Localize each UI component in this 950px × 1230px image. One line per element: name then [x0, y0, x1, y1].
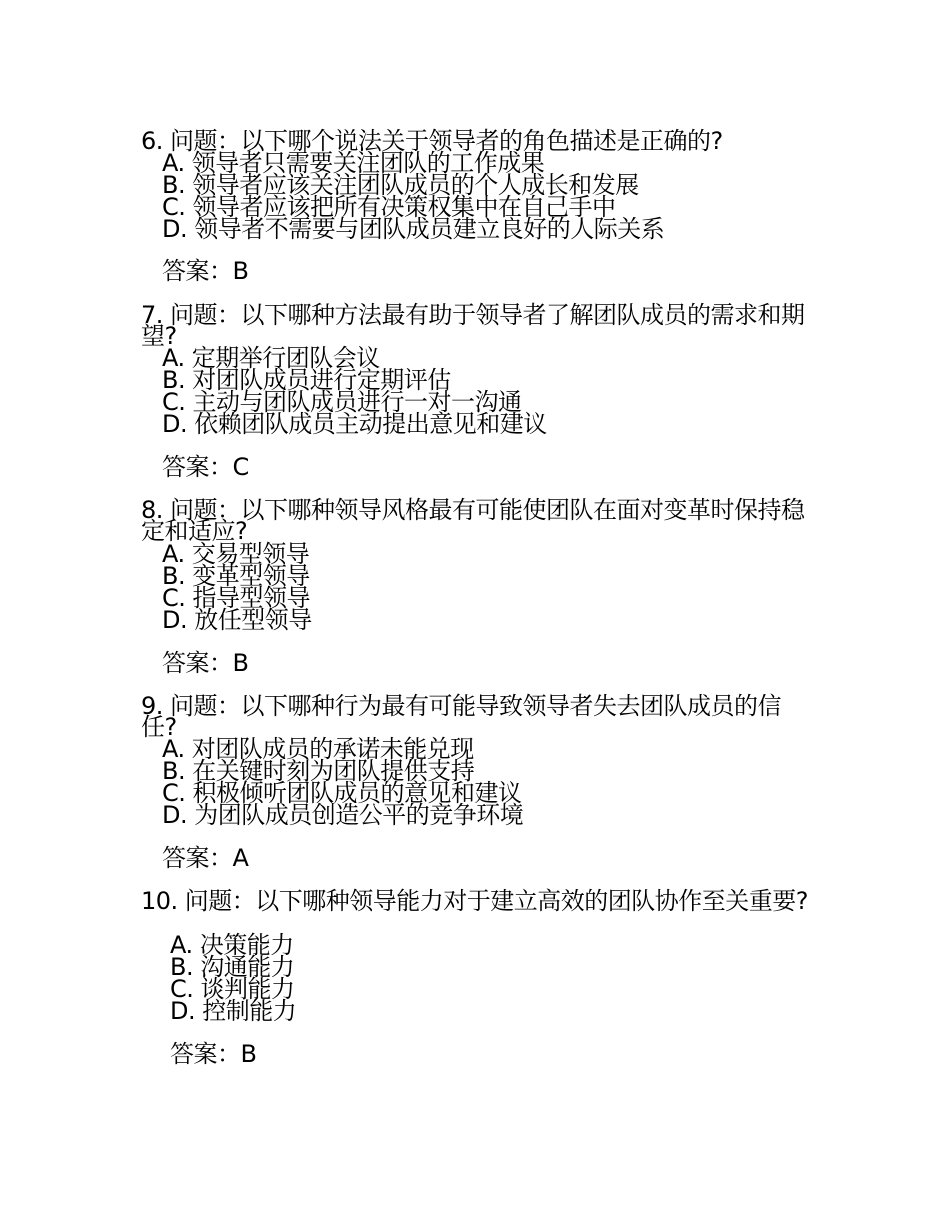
option-d: D. 为团队成员创造公平的竞争环境	[162, 801, 524, 829]
option-a: A. 交易型领导	[162, 540, 310, 568]
option-a: A. 决策能力	[170, 931, 294, 959]
option-c: C. 主动与团队成员进行一对一沟通	[162, 388, 522, 416]
question-text: 10. 问题：以下哪种领导能力对于建立高效的团队协作至关重要?	[141, 887, 809, 915]
option-d: D. 控制能力	[170, 997, 297, 1025]
option-b: B. 领导者应该关注团队成员的个人成长和发展	[162, 171, 639, 199]
answer: 答案：C	[162, 453, 249, 481]
question-text: 7. 问题：以下哪种方法最有助于领导者了解团队成员的需求和期望?	[141, 301, 805, 350]
question-text: 9. 问题：以下哪种行为最有可能导致领导者失去团队成员的信任?	[141, 692, 782, 741]
option-d: D. 放任型领导	[162, 606, 312, 634]
answer: 答案：B	[162, 257, 249, 285]
option-c: C. 谈判能力	[170, 975, 295, 1003]
option-b: B. 变革型领导	[162, 562, 310, 590]
answer: 答案：B	[170, 1040, 257, 1068]
option-c: C. 领导者应该把所有决策权集中在自己手中	[162, 193, 616, 221]
option-a: A. 领导者只需要关注团队的工作成果	[162, 149, 545, 177]
option-a: A. 对团队成员的承诺未能兑现	[162, 735, 474, 763]
option-c: C. 指导型领导	[162, 584, 311, 612]
question-text: 6. 问题：以下哪个说法关于领导者的角色描述是正确的?	[141, 127, 723, 155]
option-b: B. 对团队成员进行定期评估	[162, 366, 451, 394]
answer: 答案：B	[162, 649, 249, 677]
answer: 答案：A	[162, 844, 249, 872]
option-d: D. 依赖团队成员主动提出意见和建议	[162, 410, 547, 438]
option-d: D. 领导者不需要与团队成员建立良好的人际关系	[162, 215, 665, 243]
option-b: B. 在关键时刻为团队提供支持	[162, 757, 475, 785]
option-c: C. 积极倾听团队成员的意见和建议	[162, 779, 522, 807]
option-a: A. 定期举行团队会议	[162, 344, 380, 372]
option-b: B. 沟通能力	[170, 953, 295, 981]
question-text: 8. 问题：以下哪种领导风格最有可能使团队在面对变革时保持稳定和适应?	[141, 496, 805, 545]
